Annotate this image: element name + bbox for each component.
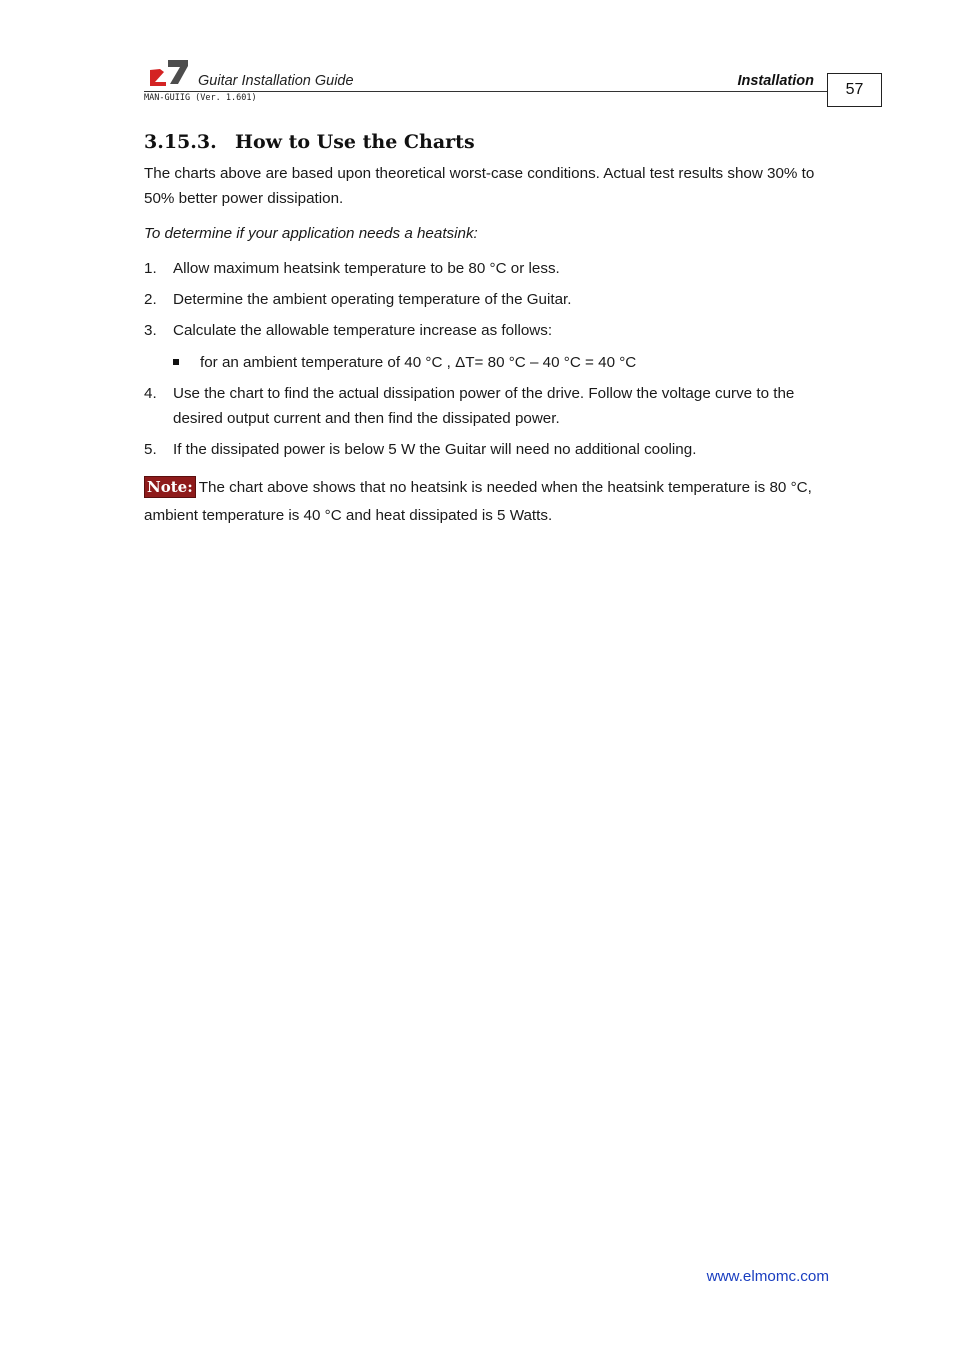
list-item-text: Allow maximum heatsink temperature to be 80 °C or less.: [173, 260, 560, 277]
intro-paragraph: The charts above are based upon theoretical worst-case conditions. Actual test results show 30% to 50% better power dissipation.: [144, 165, 815, 207]
note-paragraph: [144, 474, 824, 530]
header-divider: [144, 91, 827, 92]
note-badge: Note:: [144, 476, 196, 498]
list-item-text: Use the chart to find the actual dissipation power of the drive. Follow the voltage curve to the desired output current and then find the dissipated power.: [173, 385, 795, 427]
list-item-text: Determine the ambient operating temperature of the Guitar.: [173, 291, 572, 308]
list-item: [144, 256, 824, 281]
list-item: [144, 318, 824, 343]
note-text: The chart above shows that no heatsink is needed when the heatsink temperature is 80 °C, ambient temperature is 40 °C and heat dissipated is 5 Watts.: [144, 479, 812, 524]
list-marker: 1.: [144, 260, 157, 277]
page-number: 57: [827, 73, 882, 107]
list-marker: 4.: [144, 385, 157, 402]
document-version: MAN-GUIIG (Ver. 1.601): [144, 93, 257, 103]
list-item: [144, 381, 824, 431]
list-marker: 5.: [144, 441, 157, 458]
list-marker: 2.: [144, 291, 157, 308]
lead-in-text: To determine if your application needs a heatsink:: [144, 225, 478, 242]
list-item: [144, 437, 824, 462]
document-title: Guitar Installation Guide: [198, 73, 354, 89]
square-bullet-icon: [173, 359, 179, 365]
list-marker: 3.: [144, 322, 157, 339]
footer-website-link[interactable]: www.elmomc.com: [706, 1268, 829, 1285]
elmo-logo-icon: [148, 58, 190, 88]
section-number: 3.15.3.: [144, 131, 217, 153]
section-heading: [144, 131, 475, 153]
list-item-text: If the dissipated power is below 5 W the Guitar will need no additional cooling.: [173, 441, 697, 458]
list-item: [144, 287, 824, 312]
sub-bullet-item: [172, 350, 822, 375]
sub-bullet-text: for an ambient temperature of 40 °C , ΔT= 80 °C – 40 °C = 40 °C: [200, 354, 637, 371]
header-section-label: Installation: [737, 73, 814, 89]
section-title: How to Use the Charts: [235, 131, 475, 153]
list-item-text: Calculate the allowable temperature increase as follows:: [173, 322, 553, 339]
